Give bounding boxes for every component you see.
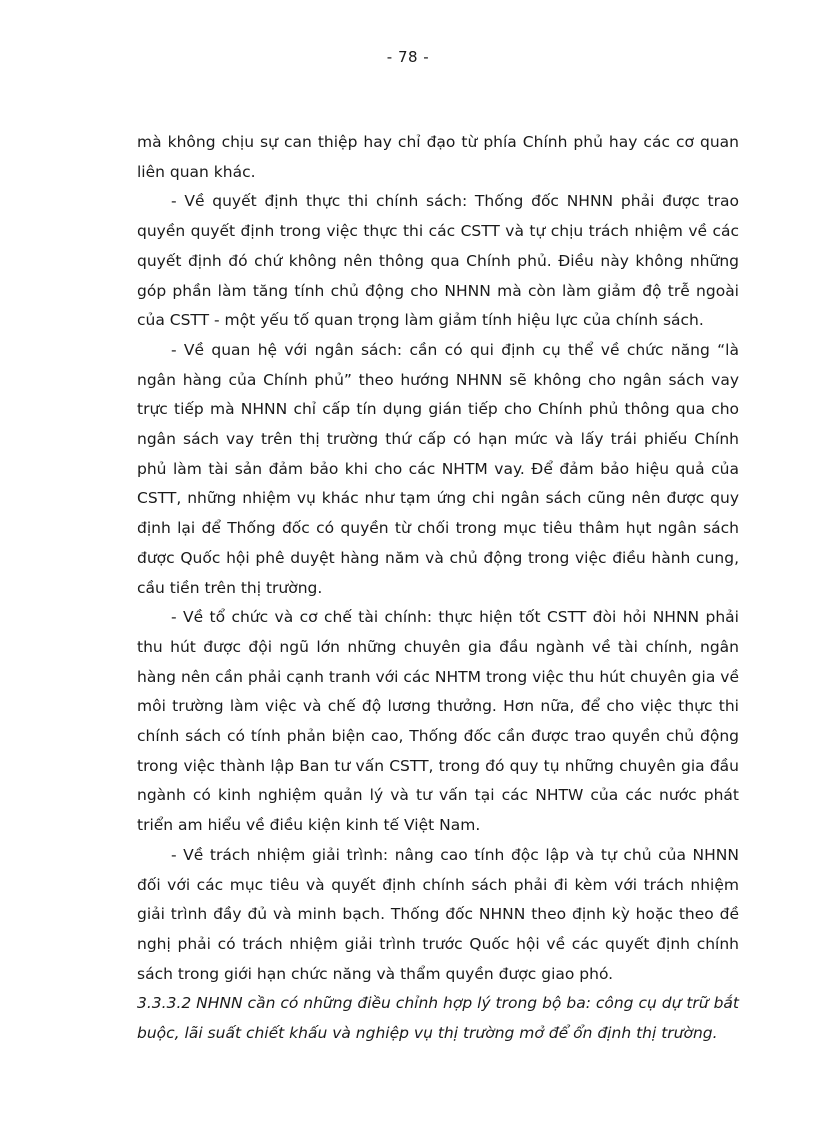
paragraph-budget-relation: - Về quan hệ với ngân sách: cần có qui định cụ thể về chức năng “là ngân hàng của Chính phủ” theo hướng NHNN sẽ không cho ngân sách vay trực tiếp mà NHNN chỉ cấp tín dụng gián tiếp cho Chính phủ thông qua cho ngân sách vay trên thị trường thứ cấp có hạn mức và lấy trái phiếu Chính phủ làm tài sản đảm bảo khi cho các NHTM vay. Để đảm bảo hiệu quả của CSTT, những nhiệm vụ khác như tạm ứng chi ngân sách cũng nên được quy định lại để Thống đốc có quyền từ chối trong mục tiêu thâm hụt ngân sách được Quốc hội phê duyệt hàng năm và chủ động trong việc điều hành cung, cầu tiền trên thị trường. [137, 340, 739, 597]
paragraph-accountability: - Về trách nhiệm giải trình: nâng cao tính độc lập và tự chủ của NHNN đối với các mục tiêu và quyết định chính sách phải đi kèm với trách nhiệm giải trình đầy đủ và minh bạch. Thống đốc NHNN theo định kỳ hoặc theo đề nghị phải có trách nhiệm giải trình trước Quốc hội về các quyết định chính sách trong giới hạn chức năng và thẩm quyền được giao phó. [137, 845, 739, 983]
page-number: - 78 - [386, 48, 430, 66]
paragraph-policy-decision: - Về quyết định thực thi chính sách: Thống đốc NHNN phải được trao quyền quyết định trong việc thực thi các CSTT và tự chịu trách nhiệm về các quyết định đó chứ không nên thông qua Chính phủ. Điều này không những góp phần làm tăng tính chủ động cho NHNN mà còn làm giảm độ trễ ngoài của CSTT - một yếu tố quan trọng làm giảm tính hiệu lực của chính sách. [137, 192, 739, 330]
body-text [137, 128, 739, 1049]
paragraph-organization-finance: - Về tổ chức và cơ chế tài chính: thực hiện tốt CSTT đòi hỏi NHNN phải thu hút được đội ngũ lớn những chuyên gia đầu ngành về tài chính, ngân hàng nên cần phải cạnh tranh với các NHTM trong việc thu hút chuyên gia về môi trường làm việc và chế độ lương thưởng. Hơn nữa, để cho việc thực thi chính sách có tính phản biện cao, Thống đốc cần được trao quyền chủ động trong việc thành lập Ban tư vấn CSTT, trong đó quy tụ những chuyên gia đầu ngành có kinh nghiệm quản lý và tư vấn tại các NHTW của các nước phát triển am hiểu về điều kiện kinh tế Việt Nam. [137, 608, 739, 835]
paragraph-continuation: mà không chịu sự can thiệp hay chỉ đạo từ phía Chính phủ hay các cơ quan liên quan khác. [137, 133, 739, 181]
section-heading: 3.3.3.2 NHNN cần có những điều chỉnh hợp lý trong bộ ba: công cụ dự trữ bắt buộc, lãi suất chiết khấu và nghiệp vụ thị trường mở để ổn định thị trường. [137, 994, 739, 1043]
